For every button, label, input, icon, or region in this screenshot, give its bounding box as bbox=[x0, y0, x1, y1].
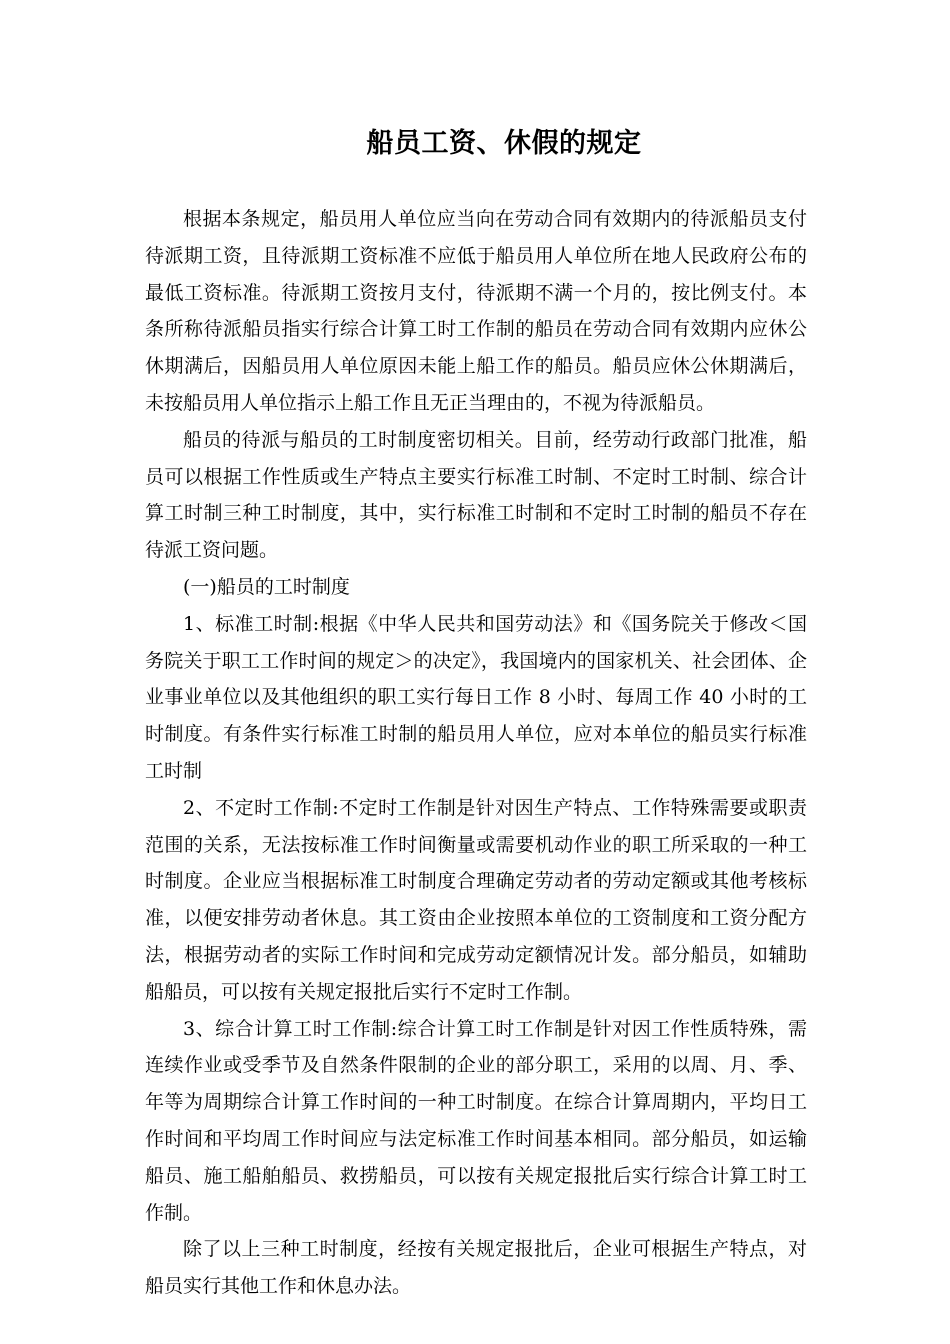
paragraph-standard-hours: 1、标准工时制:根据《中华人民共和国劳动法》和《国务院关于修改＜国务院关于职工工作时间的规定＞的决定》，我国境内的国家机关、社会团体、企业事业单位以及其他组织的职工实行每日工作 8 小时、每周工作 40 小时的工时制度。有条件实行标准工时制的船员用人单位，应对本单位的船员实行标准工时制 bbox=[145, 612, 807, 782]
paragraph-other-arrangements: 除了以上三种工时制度，经按有关规定报批后，企业可根据生产特点，对船员实行其他工作和休息办法。 bbox=[145, 1238, 807, 1298]
paragraph-flexible-hours: 2、不定时工作制:不定时工作制是针对因生产特点、工作特殊需要或职责范围的关系，无法按标准工作时间衡量或需要机动作业的职工所采取的一种工时制度。企业应当根据标准工时制度合理确定劳动者的劳动定额或其他考核标准，以便安排劳动者休息。其工资由企业按照本单位的工资制度和工资分配方法，根据劳动者的实际工作时间和完成劳动定额情况计发。部分船员，如辅助船船员，可以按有关规定报批后实行不定时工作制。 bbox=[145, 796, 807, 1003]
document-body bbox=[145, 201, 807, 1305]
paragraph-comprehensive-hours: 3、综合计算工时工作制:综合计算工时工作制是针对因工作性质特殊，需连续作业或受季节及自然条件限制的企业的部分职工，采用的以周、月、季、年等为周期综合计算工作时间的一种工时制度。在综合计算周期内，平均日工作时间和平均周工作时间应与法定标准工作时间基本相同。部分船员，如运输船员、施工船舶船员、救捞船员，可以按有关规定报批后实行综合计算工时工作制。 bbox=[145, 1017, 807, 1224]
paragraph-working-hours-intro: 船员的待派与船员的工时制度密切相关。目前，经劳动行政部门批准，船员可以根据工作性质或生产特点主要实行标准工时制、不定时工时制、综合计算工时制三种工时制度，其中，实行标准工时制和不定时工时制的船员不存在待派工资问题。 bbox=[145, 428, 807, 562]
document-title: 船员工资、休假的规定 bbox=[366, 128, 642, 159]
paragraph-standby-wages: 根据本条规定，船员用人单位应当向在劳动合同有效期内的待派船员支付待派期工资，且待派期工资标准不应低于船员用人单位所在地人民政府公布的最低工资标准。待派期工资按月支付，待派期不满一个月的，按比例支付。本条所称待派船员指实行综合计算工时工作制的船员在劳动合同有效期内应休公休期满后，因船员用人单位原因未能上船工作的船员。船员应休公休期满后，未按船员用人单位指示上船工作且无正当理由的，不视为待派船员。 bbox=[145, 208, 807, 414]
section-heading-working-hours: (一)船员的工时制度 bbox=[183, 575, 350, 598]
